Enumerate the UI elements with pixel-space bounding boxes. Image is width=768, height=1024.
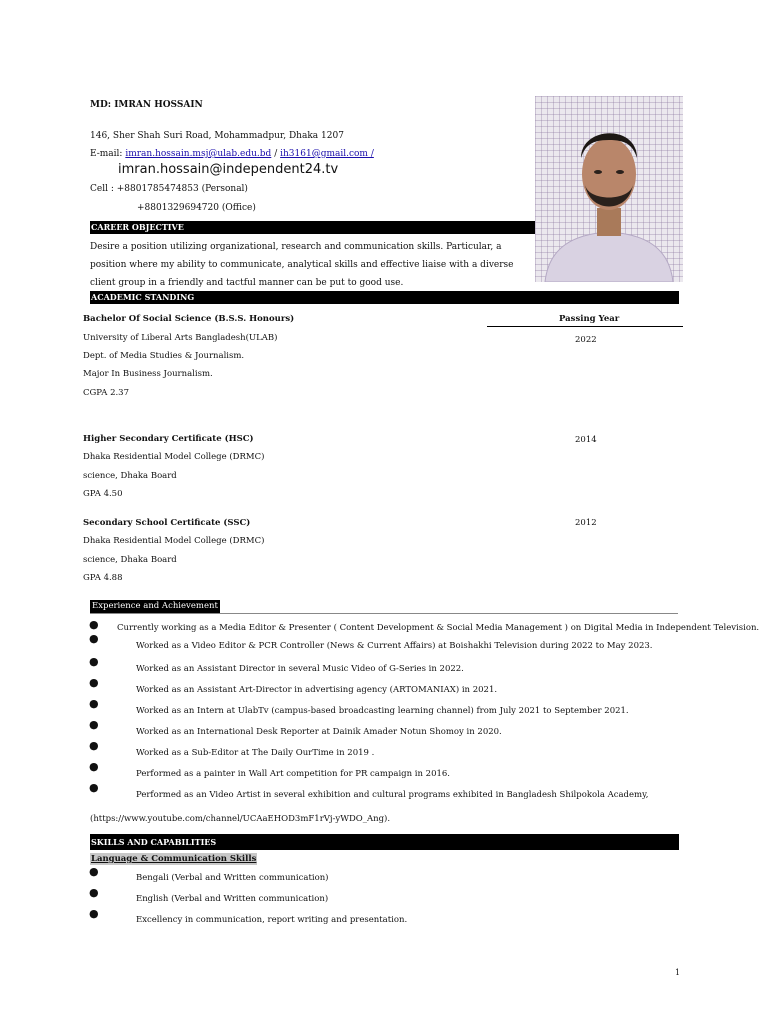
degree-line: Major In Business Journalism. — [83, 369, 213, 379]
language-skills-subheading: Language & Communication Skills — [91, 854, 257, 864]
degree-title-ssc: Secondary School Certificate (SSC) — [83, 518, 251, 528]
bullet-icon: ● — [89, 632, 99, 645]
youtube-channel-link: (https://www.youtube.com/channel/UCAaEHOD3mF1rVj-yWDO_Ang). — [90, 814, 391, 824]
degree-title-hsc: Higher Secondary Certificate (HSC) — [83, 434, 254, 444]
email-link-ulab[interactable]: imran.hossain.msj@ulab.edu.bd — [125, 149, 272, 159]
skill-item: English (Verbal and Written communication) — [136, 894, 329, 904]
experience-item: Performed as a painter in Wall Art competition for PR campaign in 2016. — [136, 769, 451, 779]
page-number: 1 — [675, 968, 681, 977]
degree-line: Dept. of Media Studies & Journalism. — [83, 351, 245, 361]
email-label: E-mail: — [90, 149, 123, 159]
degree-year-hsc: 2014 — [575, 435, 597, 445]
passing-year-rule — [487, 326, 683, 327]
degree-line: University of Liberal Arts Bangladesh(ULAB) — [83, 333, 278, 343]
experience-item: Worked as a Video Editor & PCR Controller (News & Current Affairs) at Boishakhi Television during 2022 to May 2023. — [136, 641, 653, 651]
candidate-name: MD: IMRAN HOSSAIN — [90, 100, 203, 110]
experience-heading: Experience and Achievement — [92, 601, 218, 611]
experience-item: Currently working as a Media Editor & Presenter ( Content Development & Social Media Management ) on Digital Media in Independent Television. — [117, 623, 760, 633]
degree-line: Dhaka Residential Model College (DRMC) — [83, 452, 265, 462]
degree-line: science, Dhaka Board — [83, 555, 177, 565]
bullet-icon: ● — [89, 907, 99, 920]
email-row — [90, 149, 374, 159]
cell-personal: Cell : +8801785474853 (Personal) — [90, 184, 248, 194]
career-objective-text: Desire a position utilizing organizational, research and communication skills. Particular, a position where my ability to communicate, analytical skills and effective liaise with a diverse client group in a friendly and tactful manner can be put to good use. — [90, 242, 514, 288]
degree-year-bss: 2022 — [575, 335, 597, 345]
experience-item: Worked as an Intern at UlabTv (campus-based broadcasting learning channel) from July 2021 to September 2021. — [136, 706, 629, 716]
career-objective-heading: CAREER OBJECTIVE — [90, 221, 535, 234]
email-independent: imran.hossain@independent24.tv — [118, 162, 339, 177]
bullet-icon: ● — [89, 718, 99, 731]
bullet-icon: ● — [89, 865, 99, 878]
degree-title-bss: Bachelor Of Social Science (B.S.S. Honours) — [83, 314, 295, 324]
experience-item: Worked as a Sub-Editor at The Daily OurTime in 2019 . — [136, 748, 375, 758]
skill-item: Bengali (Verbal and Written communication) — [136, 873, 329, 883]
address: 146, Sher Shah Suri Road, Mohammadpur, Dhaka 1207 — [90, 131, 344, 141]
profile-photo — [535, 96, 683, 282]
bullet-icon: ● — [89, 697, 99, 710]
experience-rule — [90, 613, 678, 614]
bullet-icon: ● — [89, 655, 99, 668]
degree-year-ssc: 2012 — [575, 518, 597, 528]
degree-line: science, Dhaka Board — [83, 471, 177, 481]
experience-item: Worked as an Assistant Director in several Music Video of G-Series in 2022. — [136, 664, 464, 674]
skills-heading: SKILLS AND CAPABILITIES — [90, 834, 679, 850]
bullet-icon: ● — [89, 760, 99, 773]
email-link-gmail[interactable]: ih3161@gmail.com / — [280, 149, 374, 159]
degree-line: GPA 4.88 — [83, 573, 123, 583]
bullet-icon: ● — [89, 781, 99, 794]
experience-item: Worked as an Assistant Art-Director in advertising agency (ARTOMANIAX) in 2021. — [136, 685, 498, 695]
skill-item: Excellency in communication, report writing and presentation. — [136, 915, 408, 925]
experience-item: Worked as an International Desk Reporter at Dainik Amader Notun Shomoy in 2020. — [136, 727, 502, 737]
passing-year-label: Passing Year — [559, 314, 620, 324]
degree-line: GPA 4.50 — [83, 489, 123, 499]
academic-standing-heading: ACADEMIC STANDING — [90, 291, 679, 304]
degree-line: Dhaka Residential Model College (DRMC) — [83, 536, 265, 546]
bullet-icon: ● — [89, 739, 99, 752]
bullet-icon: ● — [89, 886, 99, 899]
bullet-icon: ● — [89, 618, 99, 631]
bullet-icon: ● — [89, 676, 99, 689]
email-separator: / — [274, 149, 278, 159]
cell-office: +8801329694720 (Office) — [137, 203, 256, 213]
degree-line: CGPA 2.37 — [83, 388, 129, 398]
experience-item: Performed as an Video Artist in several exhibition and cultural programs exhibited in Bangladesh Shilpokola Academy, — [136, 790, 649, 800]
